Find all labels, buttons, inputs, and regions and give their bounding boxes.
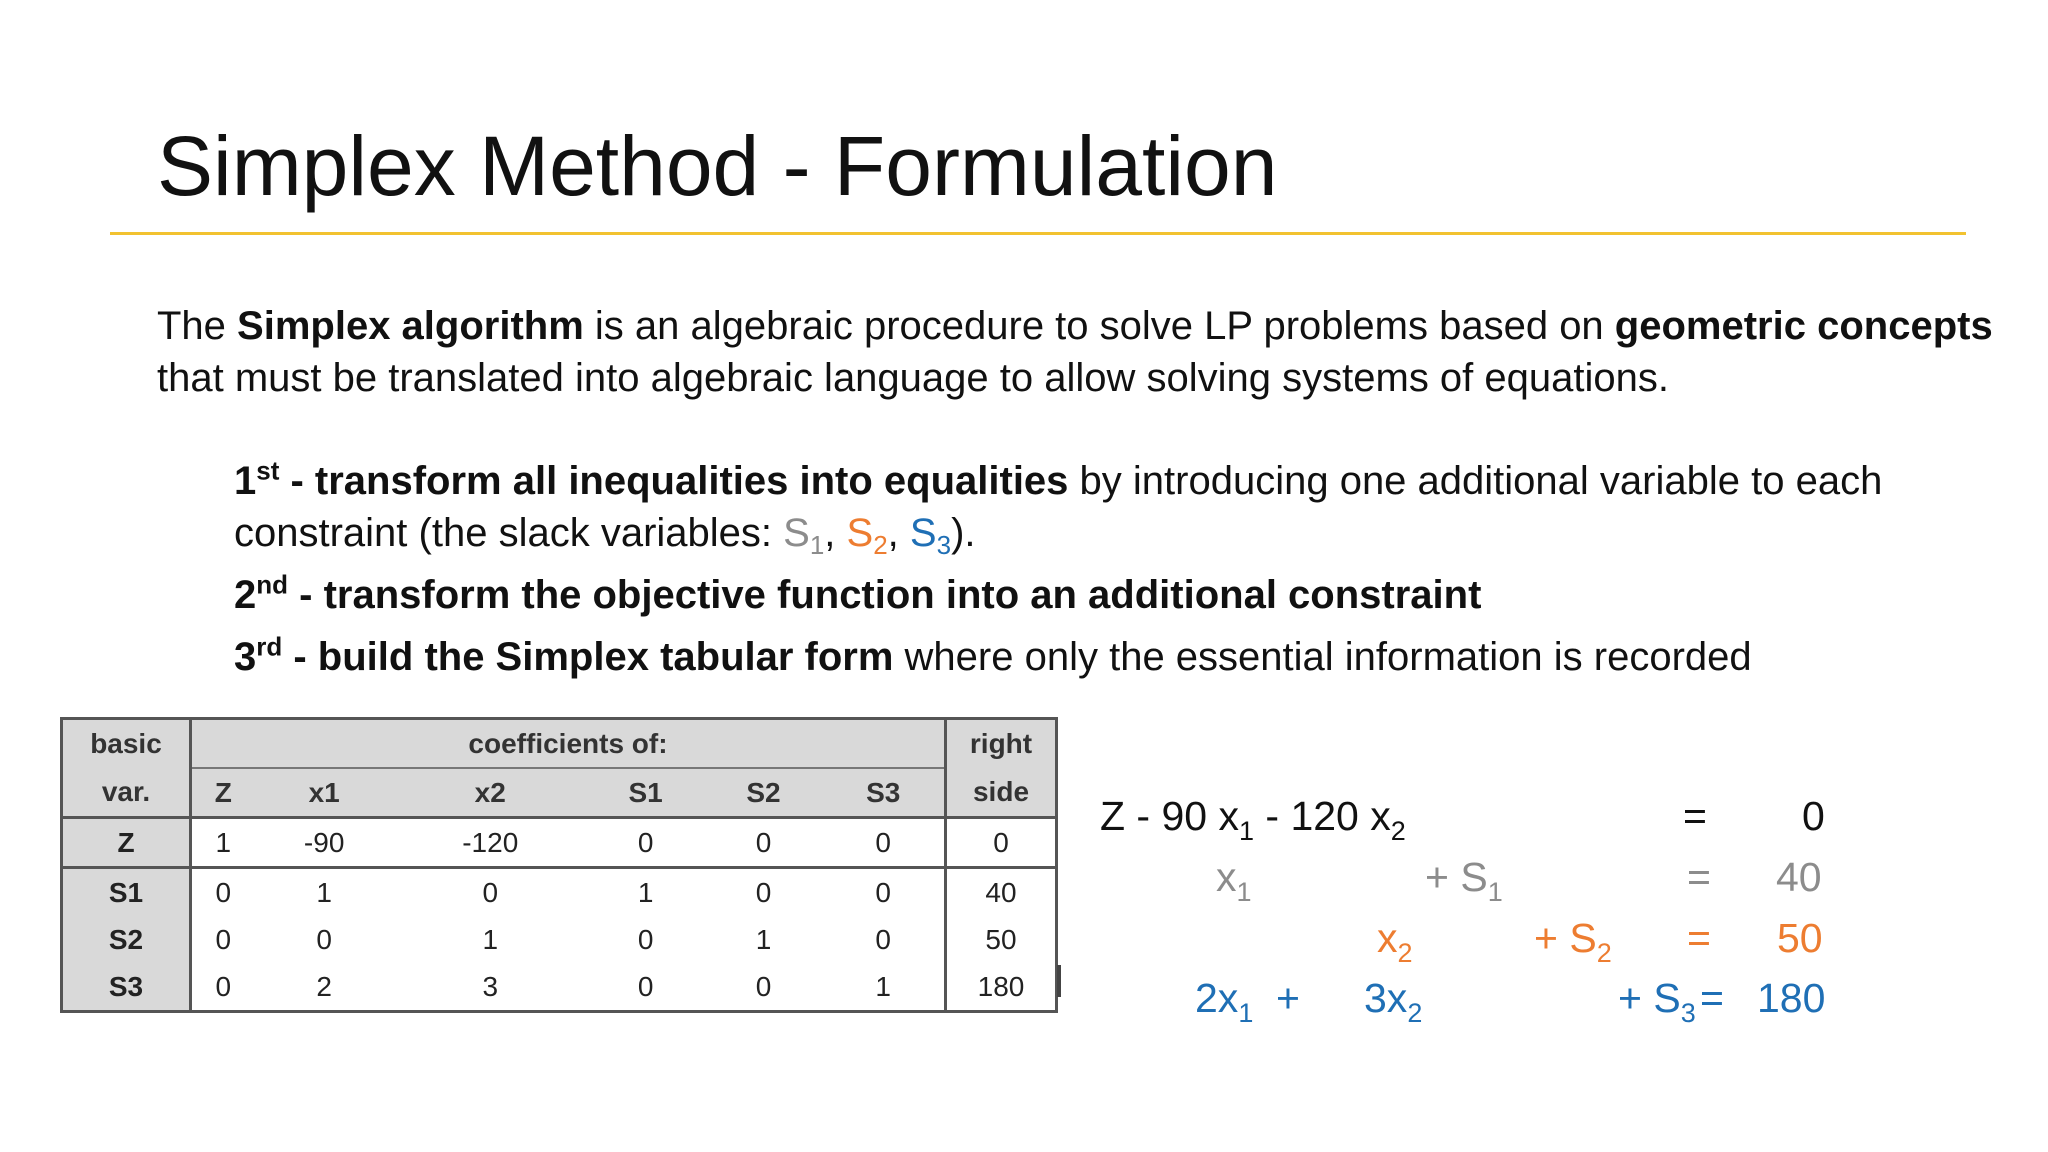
equation-2-rhs: 40 — [1776, 854, 1822, 900]
table-cell: 0 — [394, 868, 587, 917]
row-rhs: 40 — [946, 868, 1057, 917]
header-right-bottom: side — [946, 768, 1057, 818]
row-rhs: 50 — [946, 916, 1057, 963]
step-2-number: 2 — [234, 573, 257, 617]
intro-paragraph — [157, 300, 2017, 404]
equation-2-s1: + $S_1$ — [1425, 854, 1503, 907]
slack-s3: $S_3$ — [909, 511, 952, 560]
table-crop-edge — [1057, 965, 1061, 997]
equation-4-rhs: 180 — [1757, 975, 1826, 1021]
table-cell: 0 — [215, 923, 232, 955]
step-1-bold: - transform all inequalities into equalities — [279, 459, 1069, 503]
table-row-s3 — [62, 963, 1057, 1012]
header-coefficients: coefficients of: — [468, 727, 668, 759]
step-2-ordinal: nd — [256, 569, 289, 600]
slack-s2: $S_2$ — [846, 511, 888, 560]
header-basic-top: basic — [62, 719, 191, 769]
table-cell: -90 — [255, 818, 394, 868]
table-cell: 1 — [755, 923, 772, 955]
table-cell: 2 — [316, 970, 332, 1002]
equation-2-x1: $x_1$ — [1216, 854, 1252, 907]
table-cell: 0 — [191, 868, 255, 917]
row-basic: Z — [62, 818, 191, 868]
slack-sep-2: , — [887, 511, 910, 555]
intro-text-2: is an algebraic procedure to solve LP problems based on — [583, 304, 1615, 348]
step-3-bold: - build the Simplex tabular form — [282, 635, 894, 679]
step-1-text: by introducing one additional variable to each constraint (the slack variables: — [234, 459, 1883, 555]
step-3 — [234, 631, 1994, 683]
row-rhs: 180 — [946, 963, 1057, 1012]
step-1 — [234, 455, 1994, 559]
table-cell: 0 — [705, 868, 823, 917]
table-row-z — [62, 818, 1057, 868]
equation-3-s2: + $S_2$ — [1534, 915, 1612, 968]
simplex-table — [60, 717, 1058, 1013]
intro-text-1: The — [157, 304, 238, 348]
header-right-top: right — [946, 719, 1057, 769]
equation-4-s3: + $S_3$ — [1618, 975, 1696, 1028]
step-1-ordinal: st — [256, 455, 280, 486]
header-basic-bottom: var. — [62, 768, 191, 818]
table-cell: 0 — [822, 818, 945, 868]
table-cell: 0 — [875, 923, 891, 955]
table-cell: 0 — [705, 818, 823, 868]
table-row-s2 — [62, 916, 1057, 963]
equation-3-rhs: 50 — [1777, 915, 1823, 961]
equation-1-lhs: Z - 90 $x_1 - 120$ $x_2$ — [1100, 793, 1406, 846]
row-rhs: 0 — [946, 818, 1057, 868]
slack-sep-1: , — [824, 511, 847, 555]
equation-4-equals: = — [1700, 975, 1724, 1021]
header-col-s2: S2 — [705, 768, 823, 818]
equation-3-x2: $x_2$ — [1377, 915, 1413, 968]
equation-4-x1: $2x_1$ — [1195, 975, 1254, 1028]
step-2 — [234, 569, 1994, 621]
equation-4-plus: + — [1276, 975, 1300, 1021]
table-cell: 1 — [587, 868, 705, 917]
simplex-table-image — [60, 717, 1060, 1007]
equation-4-x2: $3x_2$ — [1364, 975, 1423, 1028]
intro-bold-2: geometric concepts — [1614, 304, 1993, 348]
table-cell: 1 — [191, 818, 255, 868]
row-basic: S1 — [62, 868, 191, 917]
step-3-number: 3 — [234, 635, 257, 679]
table-cell: 1 — [482, 923, 499, 955]
row-basic: S2 — [62, 916, 191, 963]
header-col-z: Z — [191, 768, 255, 818]
equation-1-rhs: 0 — [1802, 793, 1825, 839]
header-col-s1: S1 — [587, 768, 705, 818]
table-cell: -120 — [394, 818, 587, 868]
table-cell: 0 — [215, 970, 232, 1002]
step-3-ordinal: rd — [256, 631, 283, 662]
table-cell: 0 — [822, 868, 945, 917]
step-1-number: 1 — [234, 459, 257, 503]
header-col-x1: x1 — [255, 768, 394, 818]
slide-title: Simplex Method - Formulation — [157, 119, 1278, 213]
table-cell: 0 — [755, 970, 772, 1002]
step-2-bold: - transform the objective function into an additional constraint — [288, 573, 1482, 617]
table-cell: 0 — [637, 970, 654, 1002]
intro-bold-1: Simplex algorithm — [237, 304, 584, 348]
table-cell: 0 — [637, 923, 654, 955]
title-underline — [110, 232, 1966, 235]
step-3-text: where only the essential information is recorded — [893, 635, 1752, 679]
equation-1-equals: = — [1683, 793, 1707, 839]
header-col-s3: S3 — [822, 768, 945, 818]
table-cell: 1 — [255, 868, 394, 917]
steps-list — [234, 455, 1994, 693]
equation-3-equals: = — [1687, 915, 1711, 961]
header-col-x2: x2 — [394, 768, 587, 818]
table-cell: 1 — [875, 970, 891, 1002]
step-1-end: ). — [951, 511, 976, 555]
table-cell: 0 — [587, 818, 705, 868]
table-cell: 0 — [316, 923, 332, 955]
table-cell: 3 — [482, 970, 499, 1002]
slack-s1: $S_1$ — [783, 511, 825, 560]
equation-2-equals: = — [1687, 854, 1711, 900]
row-basic: S3 — [62, 963, 191, 1012]
intro-text-3: that must be translated into algebraic language to allow solving systems of equations. — [157, 356, 1669, 400]
table-row-s1 — [62, 868, 1057, 917]
